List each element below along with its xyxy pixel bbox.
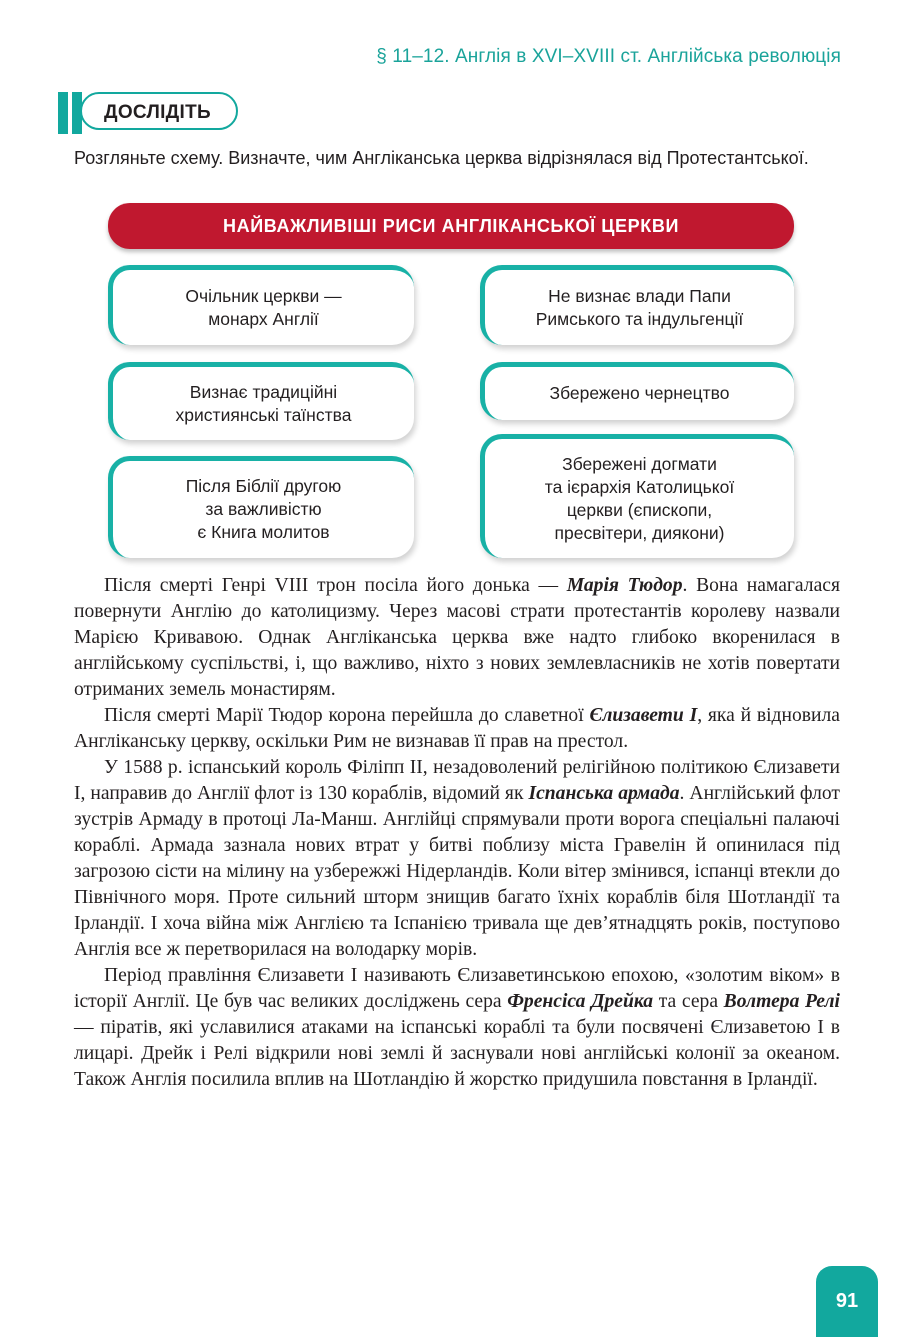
paragraph-text: , яка й відновила Англіканську церкву, оскільки Рим не визнавав її прав на престол. [74,705,840,752]
paragraph-text: У 1588 р. іспанський король Філіпп II, незадоволений релігійною політикою Єлизавети I, направив до Англії флот із 130 кораблів, відомий як [74,757,840,804]
paragraph-text: . Англійський флот зустрів Армаду в протоці Ла-Манш. Англійці спрямували проти ворога спеціальні палаючі кораблі. Армада зазнала нових втрат у битві поблизу міста Гравелін й опинилася під загрозою сісти на мілину на узбережжі Нідерландів. Коли вітер змінився, іспанці втекли до Північного моря. Проте сильний шторм знищив багато їхніх кораблів біля Шотландії та Ірландії. І хоча війна між Англією та Іспанією тривала ще дев’ятнадцять років, поступово Англія все ж перетворилася на володарку морів. [74,783,840,960]
explore-marker-bar [58,92,68,134]
body-paragraph [74,963,840,1093]
scheme-card-head-of-church: Очільник церкви — монарх Англії [108,265,414,345]
body-paragraph [74,703,840,755]
task-text: Розгляньте схему. Визначте, чим Англіканська церква відрізнялася від Протестантської. [74,148,809,168]
paragraph-text: та сера [653,991,724,1012]
explore-label: ДОСЛІДІТЬ [104,102,211,123]
running-head: § 11–12. Англія в XVI–XVIII ст. Англійська революція [376,46,841,67]
body-paragraph [74,755,840,963]
key-term: Іспанська армада [528,783,680,804]
scheme-card-monasticism: Збережено чернецтво [480,362,794,420]
body-text [74,573,840,1093]
scheme-card-book-of-prayers: Після Біблії другою за важливістю є Книга молитов [108,456,414,558]
scheme-title-banner [108,203,794,249]
key-term: Марія Тюдор [566,575,683,596]
body-paragraph [74,573,840,703]
key-term: Єлизавети I [589,705,698,726]
paragraph-text: — піратів, які уславилися атаками на іспанські кораблі та були посвячені Єлизаветою I в лицарі. Дрейк і Релі відкрили нові землі й заснували нові англійські колонії за океаном. Також Англія посилила вплив на Шотландію й жорстко придушила повстання в Ірландії. [74,1017,840,1090]
key-term: Волтера Релі [723,991,840,1012]
explore-heading [58,92,244,134]
scheme-card-no-pope: Не визнає влади Папи Римського та індульгенції [480,265,794,345]
paragraph-text: Після смерті Марії Тюдор корона перейшла до славетної [104,705,590,726]
paragraph-text: . Вона намагалася повернути Англію до католицизму. Через масові страти протестантів королеву назвали Марією Кривавою. Однак Англіканська церква вже надто глибоко вкоренилася в англійському суспільстві, і, що важливо, ніхто з нових землевласників не хотів повертати отриманих земель монастирям. [74,575,840,700]
scheme-title: НАЙВАЖЛИВІШІ РИСИ АНГЛІКАНСЬКОЇ ЦЕРКВИ [223,215,679,236]
paragraph-text: Після смерті Генрі VIII трон посіла його донька — [104,575,567,596]
scheme-card-sacraments: Визнає традиційні християнські таїнства [108,362,414,440]
paragraph-text: Період правління Єлизавети I називають Єлизаветинською епохою, «золотим віком» в історії Англії. Це був час великих досліджень сера [74,965,840,1012]
scheme-card-dogmas: Збережені догмати та ієрархія Католицької церкви (єпископи, пресвітери, диякони) [480,434,794,558]
key-term: Френсіса Дрейка [507,991,654,1012]
page-number: 91 [816,1266,878,1337]
